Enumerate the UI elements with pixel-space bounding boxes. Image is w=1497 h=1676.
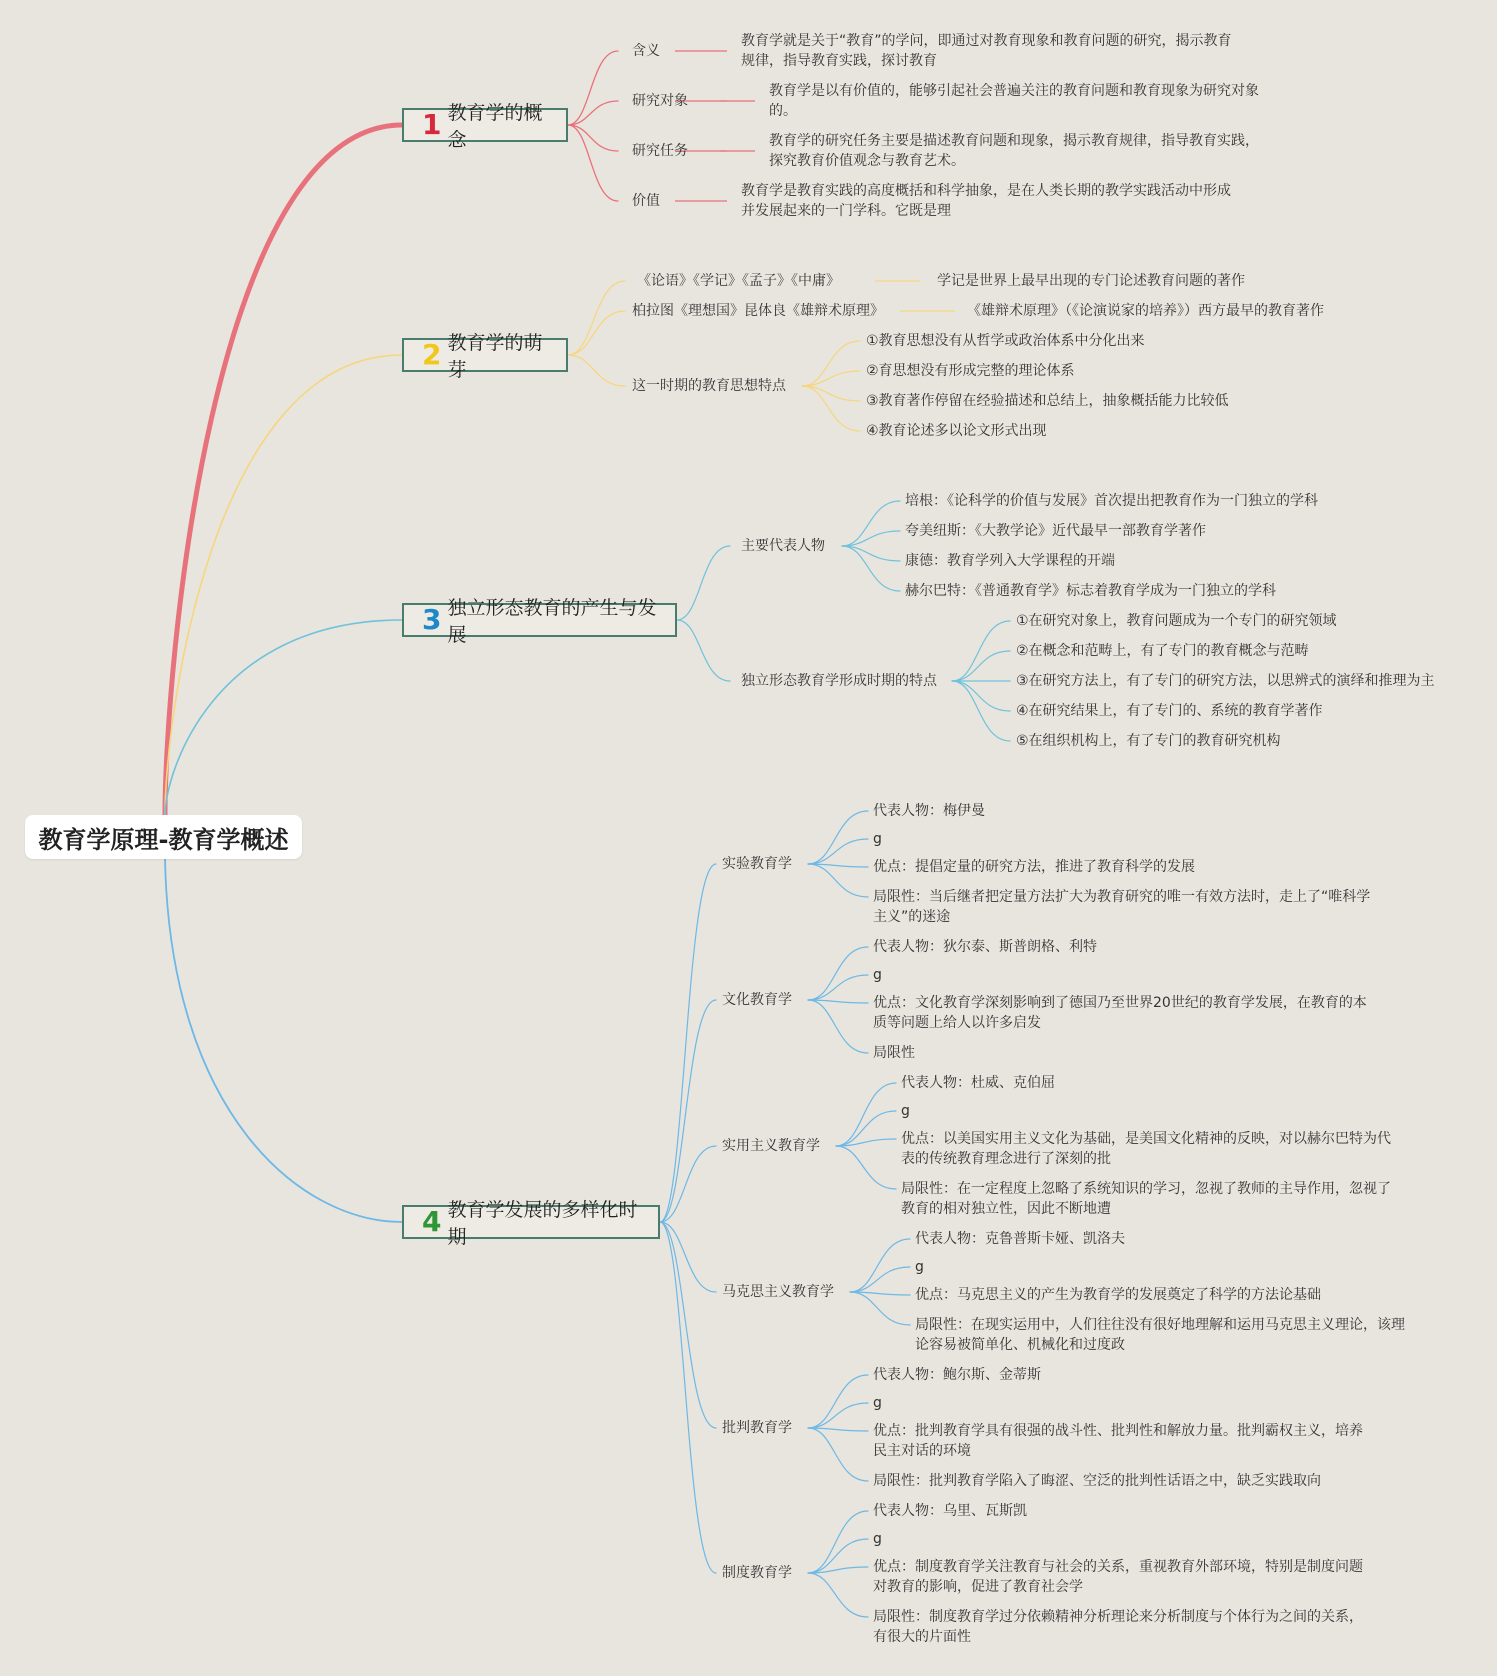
- school-item: g: [915, 1259, 924, 1275]
- sprout-label-western[interactable]: 柏拉图《理想国》昆体良《雄辩术原理》: [632, 303, 884, 319]
- school-item: 优点：马克思主义的产生为教育学的发展奠定了科学的方法论基础: [915, 1287, 1321, 1303]
- school-item: 代表人物：梅伊曼: [873, 803, 985, 819]
- school-marxism[interactable]: 马克思主义教育学: [722, 1284, 834, 1300]
- school-item: 局限性：在现实运用中，人们往往没有很好地理解和运用马克思主义理论，该理论容易被简单化、机械化和过度政: [915, 1317, 1405, 1353]
- school-item: 代表人物：克鲁普斯卡娅、凯洛夫: [915, 1231, 1125, 1247]
- sprout-feature-2: ②育思想没有形成完整的理论体系: [866, 363, 1075, 379]
- branch-number-3: 3: [422, 603, 442, 636]
- independent-people-label[interactable]: 主要代表人物: [741, 538, 825, 554]
- concept-label-meaning[interactable]: 含义: [632, 43, 660, 59]
- root-topic[interactable]: 教育学原理-教育学概述: [25, 815, 302, 859]
- concept-text-value: 教育学是教育实践的高度概括和科学抽象，是在人类长期的教学实践活动中形成并发展起来的一门学科。它既是理: [741, 183, 1231, 219]
- school-item-link: [808, 1573, 868, 1617]
- branch-title: 教育学的萌芽: [447, 332, 543, 381]
- concept-label-value[interactable]: 价值: [632, 193, 660, 209]
- diversified-link: [660, 1146, 716, 1222]
- school-item-link: [808, 864, 868, 897]
- school-item-link: [808, 811, 868, 864]
- concept-label-task[interactable]: 研究任务: [632, 143, 688, 159]
- concept-link: [568, 125, 618, 201]
- school-item-link: [808, 1428, 868, 1481]
- branch-number-1: 1: [422, 108, 442, 141]
- school-item: 代表人物：鲍尔斯、金蒂斯: [873, 1367, 1041, 1383]
- school-item-link: [850, 1292, 910, 1325]
- sprout-link: [568, 281, 625, 355]
- sprout-label-classics[interactable]: 《论语》《学记》《孟子》《中庸》: [637, 273, 840, 289]
- independent-feature-2: ②在概念和范畴上，有了专门的教育概念与范畴: [1016, 643, 1309, 659]
- independent-feature-3: ③在研究方法上，有了专门的研究方法，以思辨式的演绎和推理为主: [1016, 673, 1435, 689]
- school-item: 优点：批判教育学具有很强的战斗性、批判性和解放力量。批判霸权主义，培养民主对话的环境: [873, 1423, 1363, 1459]
- school-item: g: [901, 1103, 910, 1119]
- school-institutional[interactable]: 制度教育学: [722, 1565, 792, 1581]
- independent-person-2: 夸美纽斯：《大教学论》近代最早一部教育学著作: [905, 523, 1206, 539]
- school-item: 优点：以美国实用主义文化为基础，是美国文化精神的反映，对以赫尔巴特为代表的传统教育理念进行了深刻的批: [901, 1131, 1391, 1167]
- school-item-link: [808, 1000, 868, 1053]
- school-item-link: [808, 1539, 868, 1573]
- diversified-link: [660, 1222, 716, 1573]
- independent-person-link: [842, 546, 900, 591]
- root-link-3: [165, 620, 402, 815]
- school-item-link: [836, 1146, 896, 1189]
- sprout-text-classics: 学记是世界上最早出现的专门论述教育问题的著作: [937, 273, 1245, 289]
- branch-title: 教育学的概念: [447, 102, 543, 151]
- school-item-link: [808, 1375, 868, 1428]
- independent-person-1: 培根：《论科学的价值与发展》首次提出把教育作为一门独立的学科: [905, 493, 1318, 509]
- independent-feature-1: ①在研究对象上，教育问题成为一个专门的研究领域: [1016, 613, 1337, 629]
- school-item: 局限性: [873, 1045, 915, 1061]
- sprout-feature-link: [802, 386, 860, 431]
- sprout-feature-4: ④教育论述多以论文形式出现: [866, 423, 1047, 439]
- school-item-link: [850, 1267, 910, 1292]
- independent-person-3: 康德：教育学列入大学课程的开端: [905, 553, 1115, 569]
- concept-label-object[interactable]: 研究对象: [632, 93, 688, 109]
- sprout-text-western: 《雄辩术原理》（《论演说家的培养》）西方最早的教育著作: [967, 303, 1324, 319]
- concept-link: [568, 51, 618, 125]
- school-cultural[interactable]: 文化教育学: [722, 992, 792, 1008]
- school-item: 优点：文化教育学深刻影响到了德国乃至世界20世纪的教育学发展，在教育的本质等问题上给人以许多启发: [873, 995, 1367, 1031]
- independent-link: [677, 620, 730, 681]
- independent-feature-link: [952, 651, 1010, 681]
- school-item: 局限性：在一定程度上忽略了系统知识的学习，忽视了教师的主导作用，忽视了教育的相对独立性，因此不断地遭: [901, 1181, 1391, 1217]
- sprout-feature-1: ①教育思想没有从哲学或政治体系中分化出来: [866, 333, 1145, 349]
- branch-diversified[interactable]: [402, 1199, 660, 1248]
- school-item-link: [836, 1111, 896, 1146]
- independent-person-4: 赫尔巴特：《普通教育学》标志着教育学成为一门独立的学科: [905, 583, 1276, 599]
- root-link-2: [165, 355, 402, 815]
- school-item-link: [808, 839, 868, 864]
- school-item-link: [808, 1511, 868, 1573]
- school-critical[interactable]: 批判教育学: [722, 1420, 792, 1436]
- diversified-link: [660, 1000, 716, 1222]
- independent-feature-4: ④在研究结果上，有了专门的、系统的教育学著作: [1016, 703, 1323, 719]
- branch-number-2: 2: [422, 338, 442, 371]
- branch-number-4: 4: [422, 1205, 442, 1238]
- school-item: 代表人物：狄尔泰、斯普朗格、利特: [873, 939, 1097, 955]
- diversified-link: [660, 1222, 716, 1428]
- school-item: 优点：提倡定量的研究方法，推进了教育科学的发展: [873, 859, 1195, 875]
- school-pragmatism[interactable]: 实用主义教育学: [722, 1138, 820, 1154]
- independent-feature-5: ⑤在组织机构上，有了专门的教育研究机构: [1016, 733, 1281, 749]
- school-item-link: [808, 1403, 868, 1428]
- sprout-link: [568, 355, 625, 386]
- independent-link: [677, 546, 730, 620]
- school-item: 局限性：批判教育学陷入了晦涩、空泛的批判性话语之中，缺乏实践取向: [873, 1473, 1321, 1489]
- concept-text-object: 教育学是以有价值的，能够引起社会普遍关注的教育问题和教育现象为研究对象的。: [769, 83, 1259, 119]
- branch-sprout[interactable]: [402, 332, 568, 381]
- school-experimental[interactable]: 实验教育学: [722, 856, 792, 872]
- sprout-feature-3: ③教育著作停留在经验描述和总结上，抽象概括能力比较低: [866, 393, 1229, 409]
- concept-text-task: 教育学的研究任务主要是描述教育问题和现象，揭示教育规律，指导教育实践，探究教育价值观念与教育艺术。: [769, 133, 1259, 169]
- school-item: 局限性：当后继者把定量方法扩大为教育研究的唯一有效方法时，走上了“唯科学主义”的迷途: [873, 889, 1371, 925]
- independent-feature-link: [952, 681, 1010, 741]
- school-item: g: [873, 967, 882, 983]
- diversified-link: [660, 864, 716, 1222]
- school-item: 代表人物：杜威、克伯屈: [901, 1075, 1055, 1091]
- independent-feature-link: [952, 621, 1010, 681]
- school-item: 代表人物：乌里、瓦斯凯: [873, 1503, 1027, 1519]
- root-link-1: [165, 125, 402, 815]
- independent-feature-link: [952, 681, 1010, 711]
- branch-title: 独立形态教育的产生与发展: [447, 597, 657, 646]
- school-item-link: [808, 975, 868, 1000]
- root-link-4: [165, 859, 402, 1222]
- branch-concept[interactable]: [402, 102, 568, 151]
- independent-features-label[interactable]: 独立形态教育学形成时期的特点: [741, 673, 937, 689]
- school-item: g: [873, 1531, 882, 1547]
- concept-text-meaning: 教育学就是关于“教育”的学问，即通过对教育现象和教育问题的研究，揭示教育规律，指导教育实践，探讨教育: [741, 33, 1232, 69]
- school-item: g: [873, 831, 882, 847]
- independent-person-link: [842, 501, 900, 546]
- sprout-features-label[interactable]: 这一时期的教育思想特点: [632, 378, 786, 394]
- sprout-feature-link: [802, 341, 860, 386]
- school-item: 优点：制度教育学关注教育与社会的关系，重视教育外部环境，特别是制度问题对教育的影响，促进了教育社会学: [873, 1559, 1363, 1595]
- branch-independent[interactable]: [402, 597, 677, 646]
- branch-title: 教育学发展的多样化时期: [447, 1199, 638, 1248]
- sprout-link: [568, 311, 625, 355]
- school-item-link: [836, 1083, 896, 1146]
- school-item-link: [808, 947, 868, 1000]
- school-item-link: [850, 1239, 910, 1292]
- school-item: g: [873, 1395, 882, 1411]
- school-item: 局限性：制度教育学过分依赖精神分析理论来分析制度与个体行为之间的关系，有很大的片面性: [873, 1609, 1363, 1645]
